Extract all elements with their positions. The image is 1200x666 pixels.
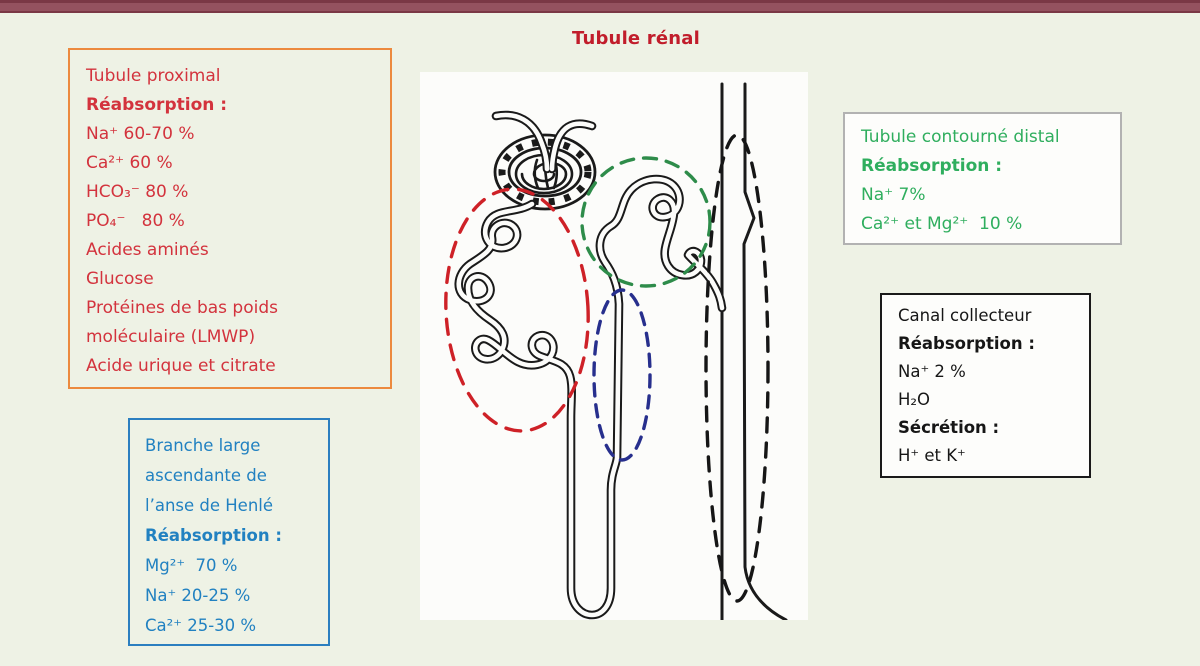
region-collecting-duct: [706, 135, 768, 601]
nephron-diagram: [420, 72, 808, 620]
note-line: Na⁺ 60-70 %: [86, 124, 195, 144]
note-line: PO₄⁻ 80 %: [86, 211, 185, 231]
nephron-tubule: [459, 179, 722, 615]
note-line: Canal collecteur: [898, 306, 1032, 325]
note-line: Tubule contourné distal: [861, 127, 1060, 147]
collecting-duct: [722, 84, 786, 620]
note-distal-tubule: [843, 112, 1122, 245]
note-proximal-tubule: [68, 48, 392, 389]
note-line: Réabsorption :: [861, 156, 1003, 176]
note-line: Ca²⁺ 60 %: [86, 153, 173, 173]
note-line: Mg²⁺ 70 %: [145, 556, 238, 575]
note-line: Réabsorption :: [898, 334, 1035, 353]
note-line: Na⁺ 2 %: [898, 362, 966, 381]
nephron-panel: [420, 72, 808, 620]
note-line: Réabsorption :: [145, 526, 282, 545]
note-henle-ascending-limb: [128, 418, 330, 646]
note-line: H₂O: [898, 390, 931, 409]
note-line: l’anse de Henlé: [145, 496, 274, 515]
note-line: Acide urique et citrate: [86, 356, 276, 376]
note-line: Na⁺ 20-25 %: [145, 586, 251, 605]
note-line: Sécrétion :: [898, 418, 1000, 437]
note-line: ascendante de: [145, 466, 267, 485]
note-line: Ca²⁺ 25-30 %: [145, 616, 257, 635]
note-line: Réabsorption :: [86, 95, 228, 115]
top-accent-bar: [0, 0, 1200, 13]
note-line: moléculaire (LMWP): [86, 327, 256, 347]
note-line: Na⁺ 7%: [861, 185, 926, 205]
note-collecting-duct: [880, 293, 1091, 478]
note-line: HCO₃⁻ 80 %: [86, 182, 189, 202]
region-proximal-tubule: [440, 185, 594, 434]
note-line: Tubule proximal: [86, 66, 221, 86]
note-line: Ca²⁺ et Mg²⁺ 10 %: [861, 214, 1023, 234]
figure-title: Tubule rénal: [571, 28, 701, 49]
note-line: Protéines de bas poids: [86, 298, 278, 318]
note-line: Branche large: [145, 436, 261, 455]
note-line: Acides aminés: [86, 240, 209, 260]
note-line: H⁺ et K⁺: [898, 446, 966, 465]
note-line: Glucose: [86, 269, 154, 289]
